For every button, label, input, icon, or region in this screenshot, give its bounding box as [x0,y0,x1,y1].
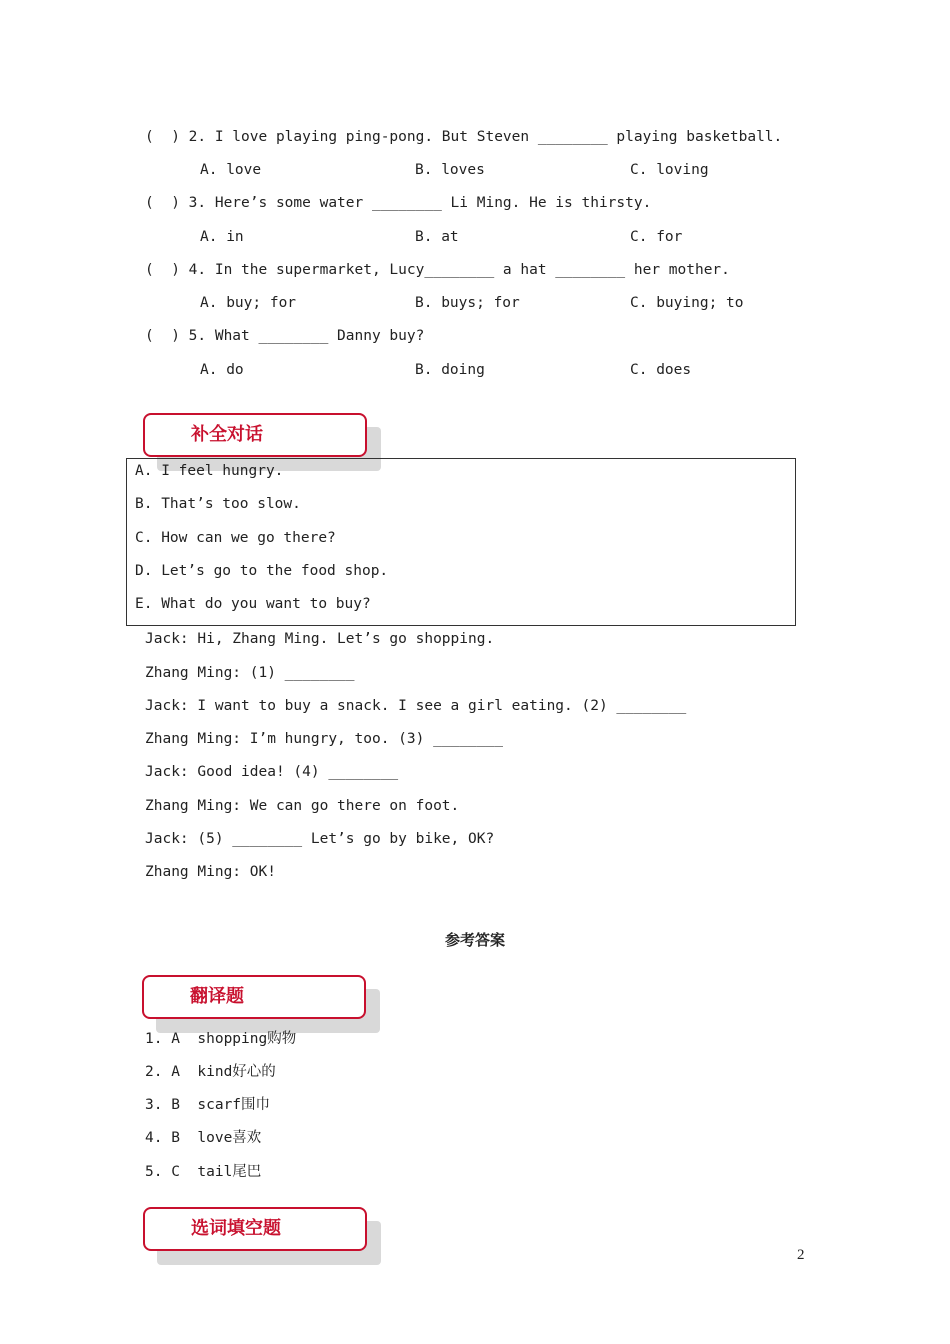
question-2-option-a: A. love [200,162,262,178]
dialogue-line-1: Jack: Hi, Zhang Ming. Let’s go shopping. [145,631,495,647]
question-4-option-b: B. buys; for [415,295,520,311]
dialogue-line-2: Zhang Ming: (1) ________ [145,665,355,681]
question-3-option-b: B. at [415,229,459,245]
dialogue-option-b: B. That’s too slow. [135,496,301,512]
dialogue-option-c: C. How can we go there? [135,530,336,546]
question-5-option-a: A. do [200,362,244,378]
header-frame [142,975,366,1019]
answer-item-4: 4. B love喜欢 [145,1130,262,1146]
answer-item-3: 3. B scarf围巾 [145,1097,271,1113]
question-4-option-a: A. buy; for [200,295,297,311]
section-title-translate: 翻译题 [190,986,244,1007]
dialogue-option-e: E. What do you want to buy? [135,596,371,612]
question-2-option-c: C. loving [630,162,709,178]
question-5-option-c: C. does [630,362,692,378]
dialogue-option-a: A. I feel hungry. [135,463,284,479]
section-header-translate [142,975,366,1019]
question-3-stem: ( ) 3. Here’s some water ________ Li Ming. He is thirsty. [145,195,652,211]
section-title-fill: 选词填空题 [191,1218,281,1239]
section-header-fill [143,1207,367,1251]
question-2-option-b: B. loves [415,162,485,178]
answer-item-1: 1. A shopping购物 [145,1031,297,1047]
page-number: 2 [797,1247,805,1263]
question-2-stem: ( ) 2. I love playing ping-pong. But Steven ________ playing basketball. [145,129,783,145]
question-5-option-b: B. doing [415,362,485,378]
section-title-dialogue: 补全对话 [191,424,263,445]
dialogue-option-d: D. Let’s go to the food shop. [135,563,389,579]
section-header-dialogue [143,413,367,457]
question-3-option-c: C. for [630,229,683,245]
dialogue-line-6: Zhang Ming: We can go there on foot. [145,798,460,814]
question-5-stem: ( ) 5. What ________ Danny buy? [145,328,425,344]
answer-item-5: 5. C tail尾巴 [145,1164,262,1180]
question-4-option-c: C. buying; to [630,295,744,311]
question-4-stem: ( ) 4. In the supermarket, Lucy________ a hat ________ her mother. [145,262,730,278]
dialogue-line-4: Zhang Ming: I’m hungry, too. (3) ________ [145,731,503,747]
question-3-option-a: A. in [200,229,244,245]
dialogue-line-5: Jack: Good idea! (4) ________ [145,764,399,780]
dialogue-line-7: Jack: (5) ________ Let’s go by bike, OK? [145,831,495,847]
answer-item-2: 2. A kind好心的 [145,1064,276,1080]
answers-title: 参考答案 [444,931,505,949]
dialogue-line-3: Jack: I want to buy a snack. I see a girl eating. (2) ________ [145,698,687,714]
dialogue-line-8: Zhang Ming: OK! [145,864,276,880]
